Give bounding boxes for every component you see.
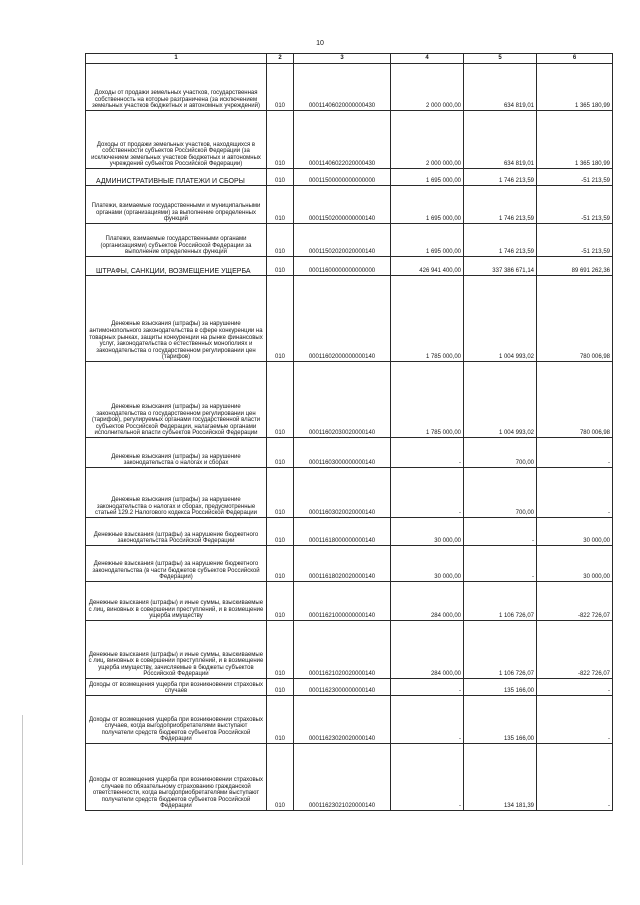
table-row: [86, 257, 613, 276]
row-plan: 1 785 000,00: [391, 362, 464, 438]
header-col-5: 5: [464, 54, 537, 64]
row-fact: 700,00: [464, 438, 537, 468]
row-diff: -: [537, 679, 613, 696]
row-diff: 780 006,98: [537, 362, 613, 438]
row-name: Платежи, взимаемые государственными органами (организациями) субъектов Российской Федерации за выполнение определенных функций: [86, 224, 267, 257]
row-plan: 284 000,00: [391, 582, 464, 621]
row-fact: 134 181,39: [464, 744, 537, 811]
row-kbk: 00011623021020000140: [294, 744, 391, 811]
row-code: 010: [267, 518, 294, 546]
row-plan: 1 695 000,00: [391, 169, 464, 186]
row-diff: -51 213,59: [537, 186, 613, 224]
row-code: 010: [267, 679, 294, 696]
row-diff: 1 365 180,99: [537, 111, 613, 169]
row-diff: -: [537, 438, 613, 468]
row-kbk: 00011603020020000140: [294, 468, 391, 518]
row-plan: -: [391, 679, 464, 696]
row-kbk: 00011618020020000140: [294, 546, 391, 582]
row-kbk: 00011406022020000430: [294, 111, 391, 169]
row-diff: 89 691 262,36: [537, 257, 613, 276]
row-plan: -: [391, 696, 464, 744]
row-diff: -: [537, 744, 613, 811]
row-kbk: 00011623000000000140: [294, 679, 391, 696]
row-name: Доходы от продажи земельных участков, государственная собственность на которые разграничена (за исключением земельных участков бюджетных и автономных учреждений): [86, 64, 267, 111]
row-plan: 2 000 000,00: [391, 111, 464, 169]
row-kbk: 00011406020000000430: [294, 64, 391, 111]
row-kbk: 00011621000000000140: [294, 582, 391, 621]
row-plan: 30 000,00: [391, 546, 464, 582]
row-plan: 284 000,00: [391, 621, 464, 679]
header-col-6: 6: [537, 54, 613, 64]
row-fact: -: [464, 546, 537, 582]
row-diff: -: [537, 696, 613, 744]
row-code: 010: [267, 224, 294, 257]
row-name: Денежные взыскания (штрафы) за нарушение законодательства о государственном регулировании цен (тарифов), регулируемых органами государственной власти субъектов Российской Федерации, налагаемые органами исполнительной власти субъектов Российской Федерации: [86, 362, 267, 438]
table-row: [86, 438, 613, 468]
row-name: Доходы от возмещения ущерба при возникновении страховых случаев: [86, 679, 267, 696]
row-code: 010: [267, 257, 294, 276]
row-name: Доходы от продажи земельных участков, находящихся в собственности субъектов Российской Федерации (за исключением земельных участков бюджетных и автономных учреждений субъектов Российской Федерации): [86, 111, 267, 169]
row-plan: -: [391, 468, 464, 518]
header-col-1: 1: [86, 54, 267, 64]
row-code: 010: [267, 546, 294, 582]
row-code: 010: [267, 362, 294, 438]
table-row: [86, 679, 613, 696]
row-plan: 1 695 000,00: [391, 186, 464, 224]
row-kbk: 00011602000000000140: [294, 276, 391, 362]
row-plan: 30 000,00: [391, 518, 464, 546]
row-name: ШТРАФЫ, САНКЦИИ, ВОЗМЕЩЕНИЕ УЩЕРБА: [86, 257, 267, 276]
row-diff: -: [537, 468, 613, 518]
row-diff: -822 726,07: [537, 621, 613, 679]
row-name: Денежные взыскания (штрафы) за нарушение законодательства о налогах и сборах: [86, 438, 267, 468]
table-row: [86, 468, 613, 518]
table-row: [86, 64, 613, 111]
row-kbk: 00011623020020000140: [294, 696, 391, 744]
row-name: Денежные взыскания (штрафы) за нарушение антимонопольного законодательства в сфере конкуренции на товарных рынках, защиты конкуренции на рынке финансовых услуг, законодательства о естественных монополиях и законодательства о государственном регулировании цен (тарифов): [86, 276, 267, 362]
row-diff: 1 365 180,99: [537, 64, 613, 111]
row-kbk: 00011602030020000140: [294, 362, 391, 438]
table-row: [86, 224, 613, 257]
revenue-report-table: [85, 53, 613, 811]
row-diff: -51 213,59: [537, 224, 613, 257]
row-kbk: 00011603000000000140: [294, 438, 391, 468]
header-col-2: 2: [267, 54, 294, 64]
row-kbk: 00011618000000000140: [294, 518, 391, 546]
row-plan: 426 941 400,00: [391, 257, 464, 276]
row-name: Денежные взыскания (штрафы) и иные суммы, взыскиваемые с лиц, виновных в совершении преступлений, и в возмещение ущерба имуществу, зачисляемые в бюджеты субъектов Российской Федерации: [86, 621, 267, 679]
row-code: 010: [267, 696, 294, 744]
row-plan: -: [391, 744, 464, 811]
row-name: АДМИНИСТРАТИВНЫЕ ПЛАТЕЖИ И СБОРЫ: [86, 169, 267, 186]
row-fact: 1 004 993,02: [464, 276, 537, 362]
row-name: Денежные взыскания (штрафы) за нарушение бюджетного законодательства Российской Федерации: [86, 518, 267, 546]
table-row: [86, 582, 613, 621]
row-code: 010: [267, 64, 294, 111]
row-plan: -: [391, 438, 464, 468]
row-diff: 30 000,00: [537, 546, 613, 582]
row-kbk: 00011502020020000140: [294, 224, 391, 257]
row-code: 010: [267, 169, 294, 186]
table-row: [86, 744, 613, 811]
row-name: Денежные взыскания (штрафы) за нарушение законодательства о налогах и сборах, предусмотренные статьей 129.2 Налогового кодекса Российской Федерации: [86, 468, 267, 518]
row-name: Денежные взыскания (штрафы) и иные суммы, взыскиваемые с лиц, виновных в совершении преступлений, и в возмещение ущерба имуществу: [86, 582, 267, 621]
table-row: [86, 518, 613, 546]
table-row: [86, 186, 613, 224]
row-code: 010: [267, 111, 294, 169]
row-fact: 337 386 671,14: [464, 257, 537, 276]
row-code: 010: [267, 186, 294, 224]
table-row: [86, 696, 613, 744]
row-fact: -: [464, 518, 537, 546]
row-fact: 1 004 993,02: [464, 362, 537, 438]
row-code: 010: [267, 582, 294, 621]
table-row: [86, 111, 613, 169]
scan-margin-line: [22, 715, 23, 865]
row-diff: -822 726,07: [537, 582, 613, 621]
row-code: 010: [267, 276, 294, 362]
header-col-3: 3: [294, 54, 391, 64]
row-plan: 1 695 000,00: [391, 224, 464, 257]
row-code: 010: [267, 621, 294, 679]
row-kbk: 00011600000000000000: [294, 257, 391, 276]
row-plan: 1 785 000,00: [391, 276, 464, 362]
header-col-4: 4: [391, 54, 464, 64]
row-fact: 135 166,00: [464, 696, 537, 744]
table-row: [86, 276, 613, 362]
row-fact: 1 746 213,59: [464, 224, 537, 257]
row-fact: 1 106 726,07: [464, 582, 537, 621]
row-kbk: 00011621020020000140: [294, 621, 391, 679]
row-name: Доходы от возмещения ущерба при возникновении страховых случаев по обязательному страхованию гражданской ответственности, когда выгодоприобретателями выступают получатели средств бюджетов субъектов Российской Федерации: [86, 744, 267, 811]
row-diff: 30 000,00: [537, 518, 613, 546]
row-code: 010: [267, 468, 294, 518]
row-fact: 1 106 726,07: [464, 621, 537, 679]
row-fact: 1 746 213,59: [464, 169, 537, 186]
row-fact: 135 166,00: [464, 679, 537, 696]
table-row: [86, 621, 613, 679]
row-diff: 780 006,98: [537, 276, 613, 362]
row-fact: 634 819,01: [464, 64, 537, 111]
row-kbk: 00011502000000000140: [294, 186, 391, 224]
row-name: Платежи, взимаемые государственными и муниципальными органами (организациями) за выполнение определенных функций: [86, 186, 267, 224]
table-header-row: [86, 54, 613, 64]
table-row: [86, 169, 613, 186]
row-fact: 700,00: [464, 468, 537, 518]
table-row: [86, 362, 613, 438]
row-code: 010: [267, 744, 294, 811]
row-name: Денежные взыскания (штрафы) за нарушение бюджетного законодательства (в части бюджетов субъектов Российской Федерации): [86, 546, 267, 582]
row-fact: 1 746 213,59: [464, 186, 537, 224]
page-number: 10: [316, 40, 324, 47]
row-plan: 2 000 000,00: [391, 64, 464, 111]
table-row: [86, 546, 613, 582]
row-name: Доходы от возмещения ущерба при возникновении страховых случаев, когда выгодоприобретателями выступают получатели средств бюджетов субъектов Российской Федерации: [86, 696, 267, 744]
row-kbk: 00011500000000000000: [294, 169, 391, 186]
row-code: 010: [267, 438, 294, 468]
row-fact: 634 819,01: [464, 111, 537, 169]
row-diff: -51 213,59: [537, 169, 613, 186]
